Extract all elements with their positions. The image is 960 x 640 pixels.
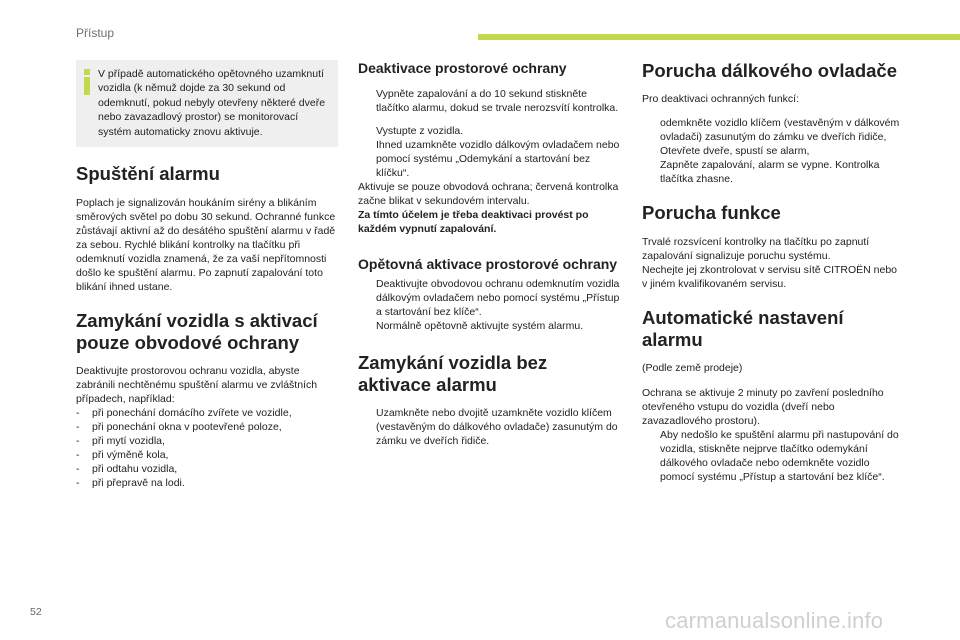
list-item: - při přepravě na lodi.: [76, 477, 185, 490]
column-middle: [358, 60, 623, 448]
list-item: - při odtahu vozidla,: [76, 463, 178, 476]
paragraph-deactivate-bold: Za tímto účelem je třeba deaktivaci provést po každém vypnutí zapalování.: [358, 209, 589, 235]
heading-auto-alarm: Automatické nastavení alarmu: [642, 307, 844, 350]
info-icon: [84, 69, 90, 95]
column-left: [76, 60, 338, 490]
list-item: Normálně opětovně aktivujte systém alarmu.: [376, 320, 584, 332]
heading-perimeter-lock: Zamykání vozidla s aktivací pouze obvodové ochrany: [76, 310, 318, 354]
list-item: Otevřete dveře, spustí se alarm,: [660, 145, 810, 157]
heading-deactivate-volumetric: Deaktivace prostorové ochrany: [358, 60, 567, 76]
info-note: [76, 60, 338, 147]
list-item: - při ponechání domácího zvířete ve vozidle,: [76, 407, 292, 420]
heading-lock-without-alarm: Zamykání vozidla bez aktivace alarmu: [358, 352, 548, 395]
paragraph-malfunction: Trvalé rozsvícení kontrolky na tlačítku po zapnutí zapalování signalizuje poruchu systému.: [642, 236, 870, 262]
watermark: carmanualsonline.info: [665, 608, 884, 633]
list-item: - při mytí vozidla,: [76, 435, 165, 448]
info-note-text: V případě automatického opětovného uzamknutí vozidla (k němuž dojde za 30 sekund od odemknutí, pokud nebyly otevřeny některé dveře nebo zavazadlový prostor) se monitorovací systém automaticky znovu aktivuje.: [98, 68, 326, 138]
list-item: Vystupte z vozidla.: [376, 125, 464, 137]
section-accent-bar: [478, 34, 960, 40]
column-right: [642, 60, 904, 484]
heading-malfunction: Porucha funkce: [642, 202, 781, 223]
paragraph-auto-country: (Podle země prodeje): [642, 362, 743, 374]
dash-list: [76, 406, 338, 490]
list-item: - při ponechání okna v pootevřené poloze,: [76, 421, 282, 434]
list-item: Zapněte zapalování, alarm se vypne. Kontrolka tlačítka zhasne.: [660, 159, 880, 185]
list-item: Aby nedošlo ke spuštění alarmu při nastupování do vozidla, stiskněte nejprve tlačítko odemykání dálkového ovladače nebo odemkněte vozidlo pomocí systému „Přístup a startování bez klíče“.: [660, 429, 899, 483]
paragraph-malfunction-service: Nechejte jej zkontrolovat v servisu sítě CITROËN nebo v jiném kvalifikovaném servisu.: [642, 264, 898, 290]
list-item: odemkněte vozidlo klíčem (vestavěným v dálkovém ovladači) zasunutým do zámku ve dveřích řidiče,: [660, 117, 900, 143]
heading-remote-fault: Porucha dálkového ovladače: [642, 60, 897, 81]
list-item: Uzamkněte nebo dvojitě uzamkněte vozidlo klíčem (vestavěným do dálkového ovladače) zasunutým do zámku ve dveřích řidiče.: [376, 407, 618, 447]
list-item: Ihned uzamkněte vozidlo dálkovým ovladačem nebo pomocí systému „Odemykání a startování bez klíčku“.: [376, 139, 620, 179]
list-item: - při výměně kola,: [76, 449, 169, 462]
list-item: Deaktivujte obvodovou ochranu odemknutím vozidla dálkovým ovladačem nebo pomocí systému „Přístup a startování bez klíče“.: [376, 278, 620, 318]
paragraph-auto-alarm: Ochrana se aktivuje 2 minuty po zavření posledního otevřeného vstupu do vozidla (dveří nebo zavazadlového prostoru).: [642, 387, 884, 427]
paragraph-deactivate: Aktivuje se pouze obvodová ochrana; červená kontrolka začne blikat v sekundovém intervalu.: [358, 181, 619, 207]
paragraph-perimeter-lock: Deaktivujte prostorovou ochranu vozidla, abyste zabránili nechtěnému spuštění alarmu ve zvláštních případech, například:: [76, 365, 318, 406]
heading-reactivate: Opětovná aktivace prostorové ochrany: [358, 256, 618, 272]
paragraph-alarm-trigger: Poplach je signalizován houkáním sirény a blikáním směrových světel po dobu 30 sekund. Ochranné funkce zůstávají aktivní až do desátého spuštění alarmu v řadě za sebou. Rychlé blikání kontrolky na tlačítku při odemknutí vozidla znamená, že za vaší nepřítomnosti došlo ke spuštění alarmu. Po zapnutí zapalování toto blikání ihned ustane.: [76, 197, 336, 294]
paragraph-remote-fault: Pro deaktivaci ochranných funkcí:: [642, 93, 799, 105]
list-item: Vypněte zapalování a do 10 sekund stiskněte tlačítko alarmu, dokud se trvale nerozsvítí kontrolka.: [376, 88, 619, 114]
heading-alarm-trigger: Spuštění alarmu: [76, 163, 220, 185]
page-number: 52: [30, 606, 42, 618]
section-title: Přístup: [76, 26, 115, 40]
